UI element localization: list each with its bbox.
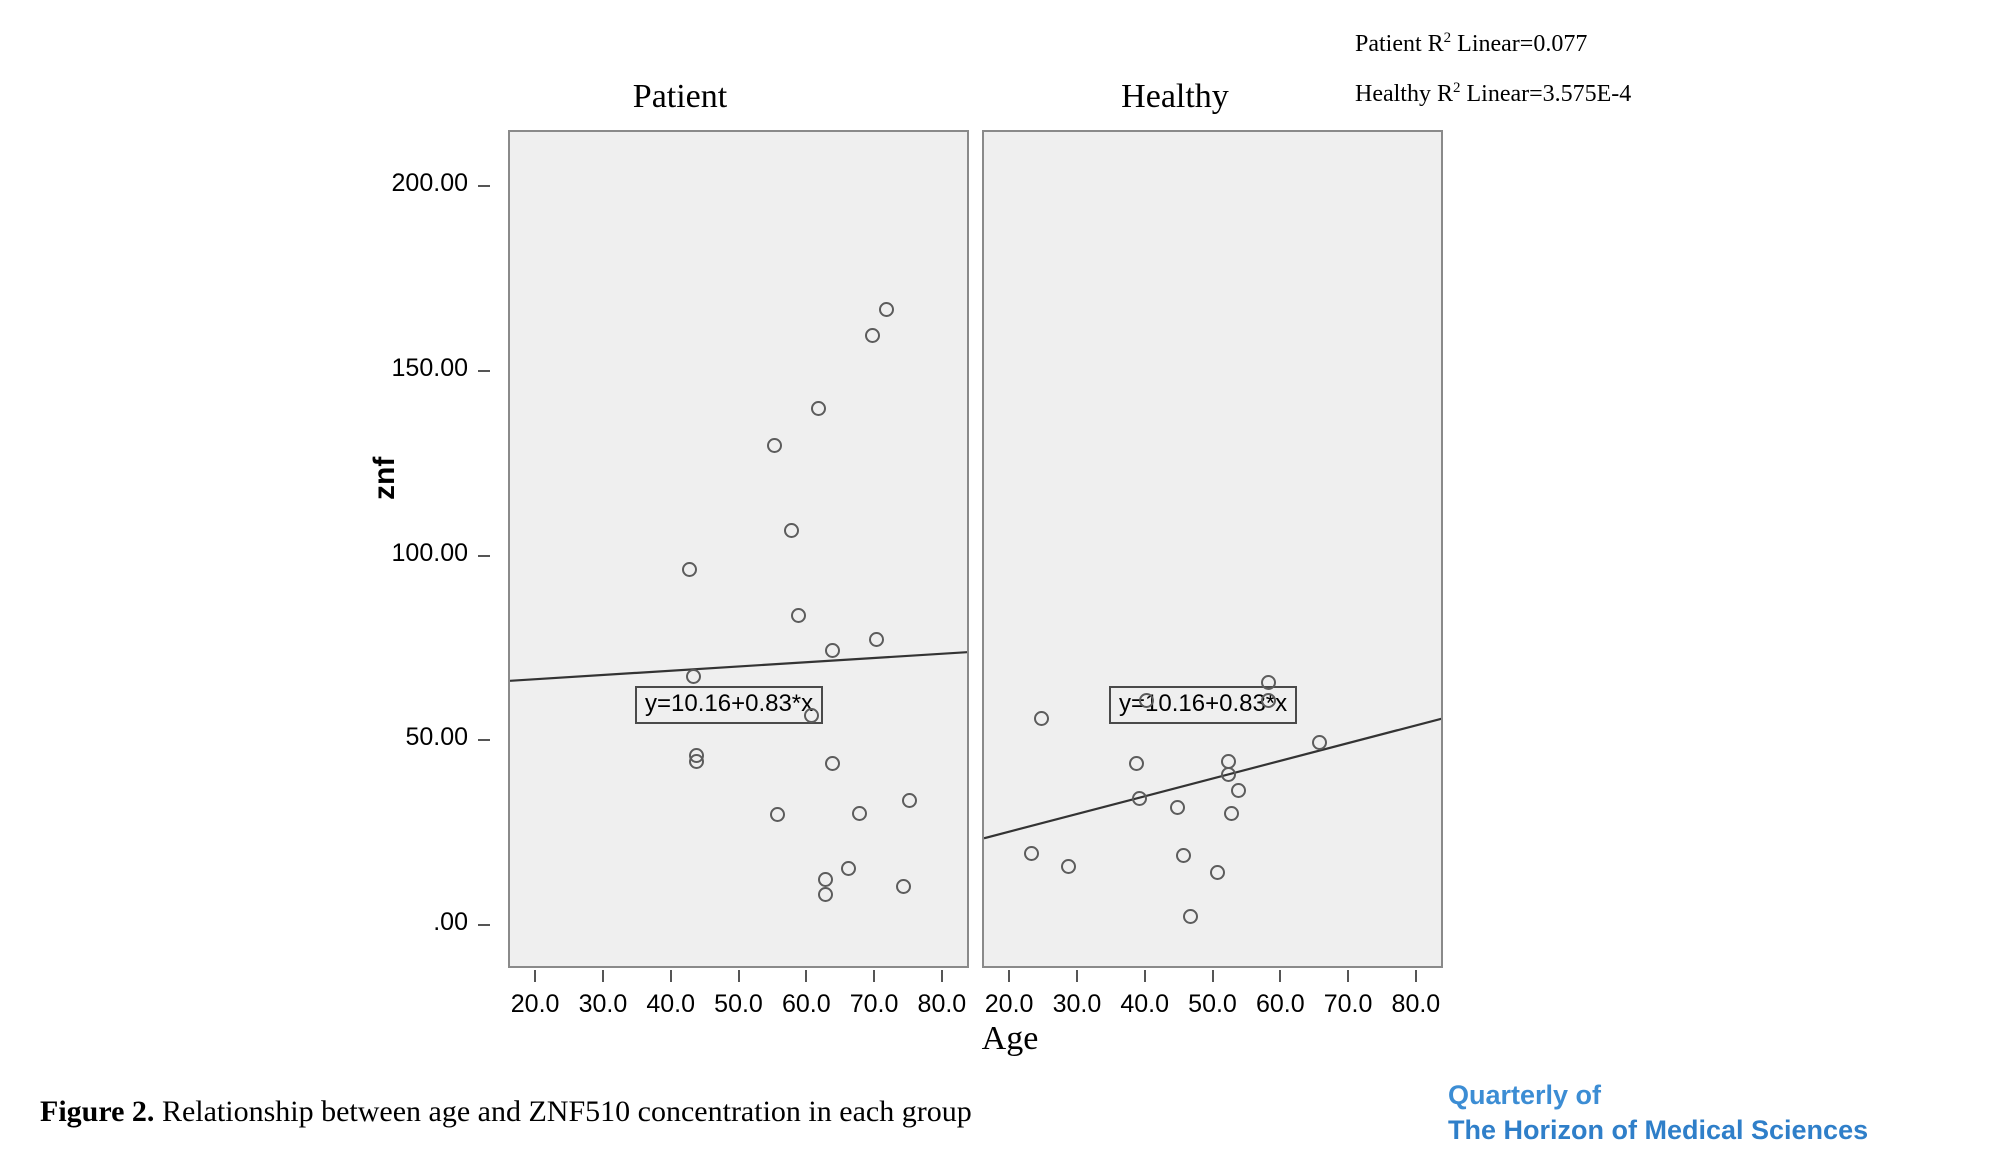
x-tick-label: 80.0 xyxy=(917,990,967,1018)
x-tick-label: 30.0 xyxy=(578,990,628,1018)
legend-healthy-r2-sup: 2 xyxy=(1452,80,1461,96)
data-point xyxy=(825,643,840,658)
y-tick-label: 100.00 xyxy=(391,538,468,567)
figure-caption-text: Relationship between age and ZNF510 concentration in each group xyxy=(154,1095,972,1128)
x-tick-mark xyxy=(1279,970,1281,982)
data-point xyxy=(1224,806,1239,821)
y-tick-label: .00 xyxy=(433,907,468,936)
y-tick-mark xyxy=(478,739,490,741)
x-tick-label: 50.0 xyxy=(714,990,763,1018)
legend-patient-r2-value: Linear=0.077 xyxy=(1451,31,1588,57)
equation-label-healthy: y=10.16+0.83*x xyxy=(1109,686,1297,724)
x-tick-mark xyxy=(1076,970,1078,982)
x-tick-label: 80.0 xyxy=(1391,990,1441,1018)
data-point xyxy=(825,756,840,771)
data-point xyxy=(686,669,701,684)
fit-line-healthy xyxy=(984,132,1441,966)
data-point xyxy=(869,632,884,647)
data-point xyxy=(1261,675,1276,690)
x-tick-mark xyxy=(670,970,672,982)
y-axis-ticks xyxy=(280,130,492,968)
x-tick-mark xyxy=(1008,970,1010,982)
data-point xyxy=(682,562,697,577)
data-point xyxy=(879,302,894,317)
legend-patient-r2-prefix: Patient R xyxy=(1355,31,1444,57)
x-tick-label: 40.0 xyxy=(1120,990,1170,1018)
data-point xyxy=(1170,800,1185,815)
x-tick-mark xyxy=(1144,970,1146,982)
x-tick-mark xyxy=(534,970,536,982)
x-tick-label: 20.0 xyxy=(510,990,560,1018)
data-point xyxy=(1221,767,1236,782)
equation-label-patient: y=10.16+0.83*x xyxy=(635,686,823,724)
legend-patient-r2-sup: 2 xyxy=(1443,30,1452,46)
plot-panel-healthy xyxy=(982,130,1443,968)
legend-healthy-r2-prefix: Healthy R xyxy=(1355,81,1453,107)
x-tick-mark xyxy=(1347,970,1349,982)
x-tick-label: 60.0 xyxy=(781,990,831,1018)
fit-line-patient xyxy=(510,132,967,966)
x-tick-mark xyxy=(738,970,740,982)
y-tick-label: 150.00 xyxy=(391,353,468,382)
legend-healthy-r2-value: Linear=3.575E-4 xyxy=(1460,81,1632,107)
x-tick-mark xyxy=(1212,970,1214,982)
legend-healthy-r2 xyxy=(1355,80,1631,108)
panel-title-patient: Patient xyxy=(632,78,728,115)
figure-caption-label: Figure 2. xyxy=(40,1095,155,1128)
x-tick-mark xyxy=(602,970,604,982)
journal-logo-line1: Quarterly of xyxy=(1448,1080,1602,1110)
x-tick-label: 70.0 xyxy=(1323,990,1373,1018)
data-point xyxy=(852,806,867,821)
x-tick-label: 60.0 xyxy=(1255,990,1305,1018)
data-point xyxy=(804,708,819,723)
x-tick-label: 20.0 xyxy=(984,990,1034,1018)
journal-logo-line2: The Horizon of Medical Sciences xyxy=(1448,1114,1869,1145)
y-tick-mark xyxy=(478,924,490,926)
data-point xyxy=(1129,756,1144,771)
data-point xyxy=(791,608,806,623)
plot-panel-patient xyxy=(508,130,969,968)
x-tick-mark xyxy=(941,970,943,982)
x-tick-label: 50.0 xyxy=(1188,990,1237,1018)
data-point xyxy=(689,754,704,769)
x-tick-label: 40.0 xyxy=(646,990,696,1018)
data-point xyxy=(818,872,833,887)
data-point xyxy=(1210,865,1225,880)
data-point xyxy=(818,887,833,902)
journal-logo xyxy=(1448,1078,1868,1147)
figure-caption xyxy=(40,1095,972,1129)
x-tick-label: 70.0 xyxy=(849,990,899,1018)
y-axis-label: znf xyxy=(368,456,401,500)
y-tick-label: 200.00 xyxy=(391,169,468,198)
x-tick-mark xyxy=(1415,970,1417,982)
y-tick-mark xyxy=(478,185,490,187)
x-tick-mark xyxy=(805,970,807,982)
y-tick-mark xyxy=(478,370,490,372)
y-tick-label: 50.00 xyxy=(405,723,468,752)
panel-title-healthy: Healthy xyxy=(1121,78,1229,115)
x-tick-mark xyxy=(873,970,875,982)
data-point xyxy=(865,328,880,343)
y-tick-mark xyxy=(478,555,490,557)
data-point xyxy=(784,523,799,538)
x-axis-label: Age xyxy=(981,1020,1039,1057)
x-tick-label: 30.0 xyxy=(1052,990,1102,1018)
legend-patient-r2 xyxy=(1355,30,1587,58)
